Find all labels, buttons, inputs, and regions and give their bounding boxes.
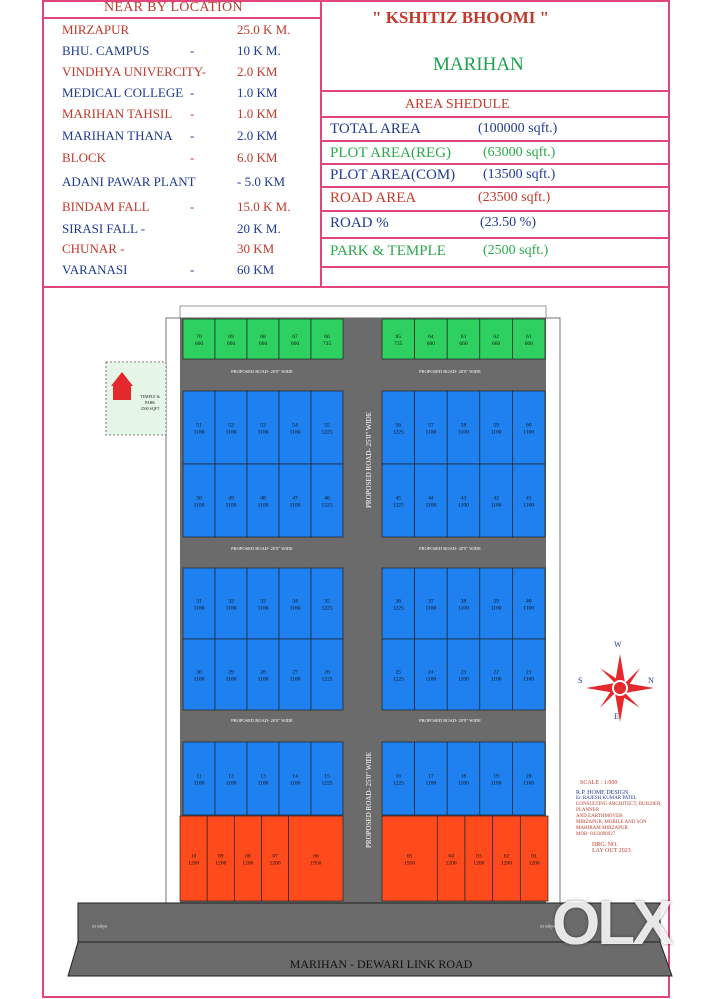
compass-w-label: W <box>614 640 622 649</box>
plot-number: 47 <box>292 495 298 502</box>
nearby-name: VINDHYA UNIVERCITY- <box>62 64 207 79</box>
plot-number: 60 <box>525 422 532 429</box>
nearby-distance: 6.0 KM <box>237 150 278 165</box>
area-label: ROAD % <box>330 215 389 231</box>
plot-area: 660 <box>524 341 533 347</box>
plot-number: 29 <box>228 669 234 676</box>
compass-rose <box>578 640 660 728</box>
plot-area: 1100 <box>257 502 269 509</box>
plot-area: 1225 <box>321 429 333 436</box>
plot-area: 1100 <box>458 605 469 612</box>
plot-number: 32 <box>228 598 234 605</box>
nearby-distance: 1.0 KM <box>237 106 278 121</box>
plot-area: 660 <box>426 341 436 347</box>
plot-area: 1100 <box>193 502 205 509</box>
plot-area: 1100 <box>458 780 469 787</box>
area-value: (13500 sqft.) <box>483 167 556 182</box>
plot-number: 49 <box>228 495 234 502</box>
plot-area: 1100 <box>523 676 535 683</box>
nearby-name: BLOCK <box>62 150 107 165</box>
plot-number: 22 <box>493 669 499 676</box>
nearby-title: NEAR BY LOCATION <box>104 0 243 15</box>
top-boundary-strip <box>180 306 546 318</box>
plot-number: 54 <box>292 422 298 429</box>
plot-number: 55 <box>324 422 330 429</box>
plot-number: 59 <box>493 422 499 429</box>
link-road-label: MARIHAN - DEWARI LINK ROAD <box>289 957 473 971</box>
plot-area: 1100 <box>225 502 237 509</box>
plot-area: 1225 <box>392 605 404 612</box>
plot-area: 660 <box>459 341 468 347</box>
plot-area: 1100 <box>458 502 469 509</box>
plot-number: 18 <box>460 773 467 780</box>
plot-number: 07 <box>272 853 278 860</box>
nearby-dash: - <box>190 85 195 100</box>
plot-area: 1100 <box>257 605 269 612</box>
plot-number: 04 <box>448 853 454 860</box>
plot-number: 15 <box>324 773 330 780</box>
horizontal-road-label: PROPOSED ROAD- 20'0" WIDE <box>231 718 293 723</box>
nearby-distance: 2.0 KM <box>237 128 278 143</box>
plot-number: 12 <box>228 773 234 780</box>
plot-number: 30 <box>196 669 202 676</box>
plot-area: 1100 <box>289 502 301 509</box>
plot-number: 28 <box>260 669 266 676</box>
nearby-distance: 1.0 KM <box>237 85 278 100</box>
plot-number: 40 <box>525 598 532 605</box>
plot-number: 48 <box>260 495 266 502</box>
plot-area: 1200 <box>528 860 540 867</box>
nearby-distance: - 5.0 KM <box>237 174 286 189</box>
nearby-distance: 10 K M. <box>237 43 281 58</box>
nearby-name: BHU. CAMPUS <box>62 43 150 58</box>
plot-area: 1100 <box>490 502 502 509</box>
plot-area: 1100 <box>523 780 535 787</box>
plot-area: 660 <box>290 341 300 347</box>
area-label: TOTAL AREA <box>330 121 421 137</box>
plot-number: 37 <box>428 598 434 605</box>
plot-area: 735 <box>394 341 403 347</box>
plot-number: 70 <box>196 334 202 340</box>
vertical-road-label-top: PROPOSED ROAD- 25'0" WIDE <box>365 412 373 508</box>
plot-number: 65 <box>395 334 402 340</box>
compass-star-icon <box>580 648 660 728</box>
plot-number: 64 <box>428 334 434 340</box>
nearby-name: ADANI PAWAR PLANT <box>62 174 196 189</box>
plot-area: 1100 <box>289 780 301 787</box>
plot-area: 1100 <box>193 605 205 612</box>
plot-number: 69 <box>228 334 234 340</box>
plot-number: 11 <box>196 773 202 780</box>
plot-area: 1225 <box>392 780 404 787</box>
title-block <box>576 780 666 854</box>
area-label: PLOT AREA(REG) <box>330 145 451 161</box>
plot-area: 1100 <box>490 429 502 436</box>
plot-area: 660 <box>258 341 268 347</box>
plot-number: 01 <box>531 853 537 860</box>
nearby-name: MIRZAPUR <box>62 22 130 37</box>
plot-area: 735 <box>322 341 332 347</box>
plot-number: 20 <box>525 773 532 780</box>
plot-area: 1225 <box>321 502 333 509</box>
plot-area: 1100 <box>257 429 269 436</box>
plot-number: 24 <box>428 669 434 676</box>
plot-area: 1100 <box>289 605 301 612</box>
plot-area: 1100 <box>425 429 437 436</box>
plot-area: 1200 <box>473 860 485 867</box>
plot-area: 1200 <box>445 860 457 867</box>
area-value: (2500 sqft.) <box>483 243 549 258</box>
plot-number: 56 <box>395 422 402 429</box>
area-value: (23500 sqft.) <box>478 190 551 205</box>
area-label: PLOT AREA(COM) <box>330 167 456 183</box>
olx-watermark: OLX <box>552 889 671 958</box>
temple-label-1: TEMPLE & <box>140 394 160 399</box>
plot-number: 23 <box>460 669 467 676</box>
compass-e-label: E <box>614 712 619 721</box>
plot-number: 45 <box>395 495 402 502</box>
plot-number: 67 <box>292 334 298 340</box>
nearby-name: SIRASI FALL - <box>62 221 146 236</box>
nearby-name: MARIHAN TAHSIL <box>62 106 173 121</box>
plot-number: 26 <box>324 669 330 676</box>
nearby-dash: - <box>190 199 195 214</box>
plot-number: 35 <box>324 598 330 605</box>
nearby-dash: - <box>190 106 195 121</box>
temple-label-2: PARK <box>144 400 156 405</box>
plot-number: 34 <box>292 598 298 605</box>
plot-number: 44 <box>428 495 434 502</box>
firm-line-2: AND EARTHMOVER <box>576 814 623 819</box>
plot-number: 27 <box>292 669 298 676</box>
plot-area: 660 <box>226 341 236 347</box>
plot-number: 13 <box>260 773 266 780</box>
plot-area: 1225 <box>392 676 404 683</box>
plot-area: 1100 <box>289 676 301 683</box>
plot-number: 51 <box>196 422 202 429</box>
plot-area: 1100 <box>225 429 237 436</box>
area-schedule-title: AREA SHEDULE <box>405 97 510 112</box>
firm-line-3: MIRZAPUR, MOBILE AND SON <box>576 820 647 825</box>
nearby-name: MEDICAL COLLEGE <box>62 85 184 100</box>
compass-n-label: N <box>648 676 654 685</box>
plot-area: 1100 <box>523 429 535 436</box>
temple-label-3: 2500 SQFT <box>140 406 160 411</box>
drawing-number: DRG. NO. <box>592 842 618 848</box>
plot-area: 1100 <box>193 676 205 683</box>
plot-number: 05 <box>406 853 413 860</box>
plot-number: 03 <box>476 853 482 860</box>
nearby-distance: 15.0 K M. <box>237 199 291 214</box>
plot-number: 63 <box>460 334 467 340</box>
plot-number: 39 <box>493 598 499 605</box>
small-road-note-left: 93 प्लॉट्स <box>92 924 107 929</box>
plot-number: 57 <box>428 422 434 429</box>
firm-line-1: CONSULTING ARCHITECT, BUILDER, PLANNER <box>576 802 662 813</box>
firm-line-4: MAHIRAM MIRZAPUR <box>576 826 628 831</box>
plot-number: 66 <box>324 334 330 340</box>
plot-number: 42 <box>493 495 499 502</box>
plot-area: 1225 <box>321 605 333 612</box>
plot-number: 58 <box>460 422 467 429</box>
nearby-distance: 30 KM <box>237 241 275 256</box>
nearby-dash: - <box>190 128 195 143</box>
plot-area: 1100 <box>425 780 437 787</box>
plot-number: 25 <box>395 669 402 676</box>
plot-number: 08 <box>245 853 251 860</box>
nearby-distance: 60 KM <box>237 262 275 277</box>
nearby-dash: - <box>190 262 195 277</box>
area-value: (23.50 %) <box>480 215 536 230</box>
plot-area: 1950 <box>310 860 322 867</box>
plot-number: 17 <box>428 773 434 780</box>
plot-number: 09 <box>218 853 224 860</box>
horizontal-road-label: PROPOSED ROAD- 20'0" WIDE <box>231 546 293 551</box>
plot-area: 1100 <box>257 780 269 787</box>
firm-mobile: MOB- 8433898927 <box>576 832 616 837</box>
plot-number: 46 <box>324 495 330 502</box>
temple-icon-body <box>113 386 131 400</box>
nearby-distance: 2.0 KM <box>237 64 278 79</box>
plot-area: 1100 <box>523 605 535 612</box>
plot-number: 38 <box>460 598 467 605</box>
horizontal-road-label: PROPOSED ROAD- 20'0" WIDE <box>419 718 481 723</box>
plot-area: 1225 <box>321 780 333 787</box>
area-label: ROAD AREA <box>330 190 417 206</box>
project-location: MARIHAN <box>433 54 524 75</box>
horizontal-road-label: PROPOSED ROAD- 20'0" WIDE <box>419 546 481 551</box>
plot-number: 14 <box>292 773 298 780</box>
plot-number: 10 <box>190 853 197 860</box>
nearby-dash: - <box>190 43 195 58</box>
layout-year: LAY OUT 2023 <box>592 848 631 854</box>
plot-area: 1100 <box>490 605 502 612</box>
horizontal-road-label: PROPOSED ROAD- 20'0" WIDE <box>231 369 293 374</box>
nearby-name: VARANASI <box>62 262 128 277</box>
plot-area: 1200 <box>215 860 227 867</box>
firm-name: R.P. HOME DESIGN <box>576 790 629 796</box>
plot-number: 43 <box>460 495 467 502</box>
plot-area: 1100 <box>225 605 237 612</box>
plot-area: 1225 <box>392 429 404 436</box>
engineer-name: Er. RAJESH KUMAR PATEL <box>576 796 637 801</box>
scale-text: SCALE : 1:900 <box>580 780 618 786</box>
plot-area: 1100 <box>193 429 205 436</box>
vertical-road-label-bottom: PROPOSED ROAD- 25'0" WIDE <box>365 752 373 848</box>
plot-number: 31 <box>196 598 202 605</box>
plot-number: 62 <box>493 334 499 340</box>
plot-area: 1225 <box>392 502 404 509</box>
plot-area: 1225 <box>321 676 333 683</box>
plot-area: 1100 <box>225 676 237 683</box>
nearby-distance: 20 K M. <box>237 221 281 236</box>
plot-area: 1100 <box>458 429 469 436</box>
nearby-name: CHUNAR - <box>62 241 125 256</box>
plot-area: 1100 <box>289 429 301 436</box>
plot-area: 1100 <box>225 780 237 787</box>
plot-number: 06 <box>313 853 319 860</box>
plot-area: 1100 <box>523 502 535 509</box>
plot-number: 41 <box>525 495 532 502</box>
plot-area: 1100 <box>425 676 437 683</box>
plot-number: 53 <box>260 422 266 429</box>
small-road-note-right: 93 प्लॉट्स <box>540 924 555 929</box>
plot-number: 36 <box>395 598 402 605</box>
plot-area: 1200 <box>188 860 200 867</box>
plot-area: 1100 <box>193 780 205 787</box>
plot-area: 1200 <box>269 860 281 867</box>
project-title: " KSHITIZ BHOOMI " <box>372 8 550 27</box>
compass-s-label: S <box>578 676 583 685</box>
plot-number: 19 <box>493 773 499 780</box>
plot-area: 1100 <box>458 676 469 683</box>
area-label: PARK & TEMPLE <box>330 243 446 259</box>
plot-area: 1200 <box>501 860 512 867</box>
plot-number: 52 <box>228 422 234 429</box>
area-value: (100000 sqft.) <box>478 121 558 136</box>
plot-area: 660 <box>491 341 501 347</box>
plot-number: 02 <box>503 853 510 860</box>
plot-area: 1950 <box>404 860 416 867</box>
plot-number: 61 <box>525 334 532 340</box>
plot-area: 1200 <box>242 860 254 867</box>
plot-area: 1100 <box>490 780 502 787</box>
nearby-name: MARIHAN THANA <box>62 128 173 143</box>
plot-number: 33 <box>260 598 266 605</box>
horizontal-road-label: PROPOSED ROAD- 20'0" WIDE <box>419 369 481 374</box>
nearby-name: BINDAM FALL <box>62 199 150 214</box>
plot-area: 1100 <box>490 676 502 683</box>
plot-number: 50 <box>196 495 202 502</box>
nearby-dash: - <box>190 150 195 165</box>
plot-area: 1100 <box>425 502 437 509</box>
plot-number: 68 <box>260 334 266 340</box>
plot-number: 21 <box>525 669 532 676</box>
area-value: (63000 sqft.) <box>483 145 556 160</box>
nearby-distance: 25.0 K M. <box>237 22 291 37</box>
plot-area: 1100 <box>257 676 269 683</box>
plot-area: 1100 <box>425 605 437 612</box>
plot-number: 16 <box>395 773 402 780</box>
plot-area: 660 <box>194 341 204 347</box>
